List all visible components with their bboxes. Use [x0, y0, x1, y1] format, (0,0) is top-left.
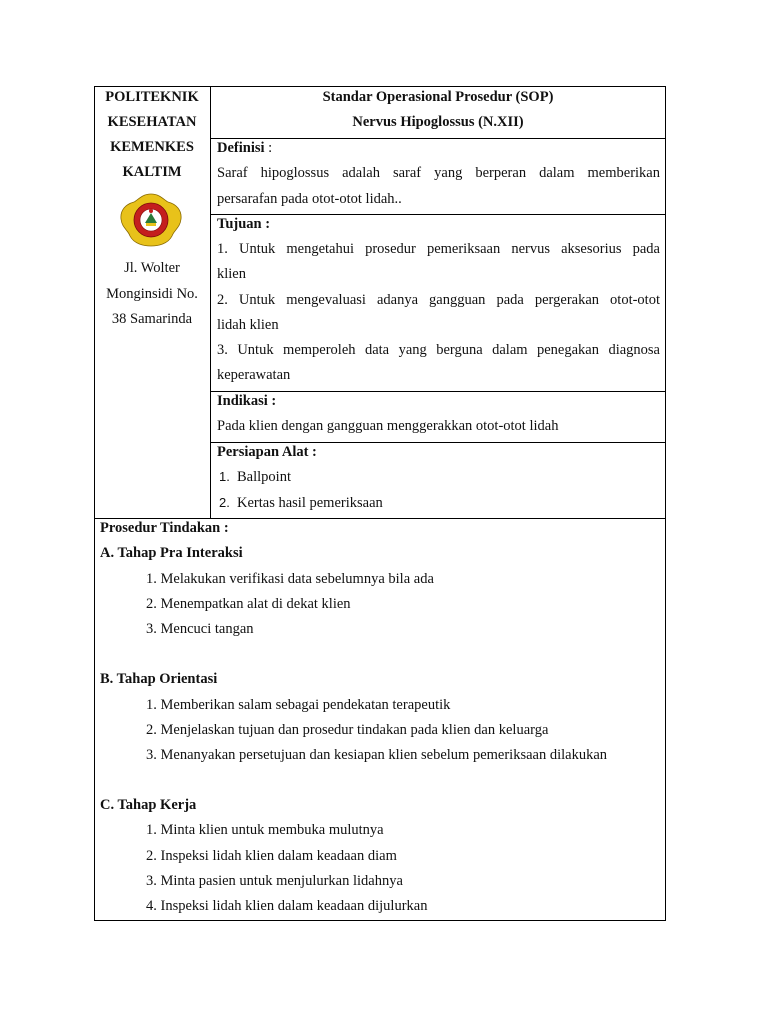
tujuan-label: Tujuan :	[217, 216, 271, 232]
doc-subtitle: Nervus Hipoglossus (N.XII)	[352, 114, 524, 130]
address-line-1: Jl. Wolter	[124, 260, 180, 276]
institution-line-3: KEMENKES	[110, 139, 194, 155]
left-column-divider	[210, 86, 211, 518]
poltekkes-logo-icon	[118, 192, 184, 248]
tujuan-line-6: keperawatan	[217, 367, 291, 383]
persiapan-item-num-1: 1.	[219, 469, 230, 484]
tujuan-line-3: 2. Untuk mengevaluasi adanya gangguan pada pergerakan otot-otot	[217, 292, 660, 308]
prosedur-label: Prosedur Tindakan :	[100, 520, 229, 536]
section-a-step-2: 2. Menempatkan alat di dekat klien	[146, 596, 351, 612]
tujuan-line-2: klien	[217, 266, 246, 282]
institution-line-4: KALTIM	[122, 164, 182, 180]
institution-line-1: POLITEKNIK	[105, 89, 199, 105]
section-b-heading: B. Tahap Orientasi	[100, 671, 218, 687]
institution-line-2: KESEHATAN	[107, 114, 197, 130]
persiapan-label: Persiapan Alat :	[217, 444, 317, 460]
address-line-2: Monginsidi No.	[106, 286, 198, 302]
indikasi-label: Indikasi :	[217, 393, 277, 409]
header-row-divider	[210, 138, 666, 139]
persiapan-item-num-2: 2.	[219, 495, 230, 510]
section-c-step-2: 2. Inspeksi lidah klien dalam keadaan diam	[146, 848, 397, 864]
section-c-step-4: 4. Inspeksi lidah klien dalam keadaan dijulurkan	[146, 898, 428, 914]
section-b-step-1: 1. Memberikan salam sebagai pendekatan terapeutik	[146, 697, 451, 713]
tujuan-line-4: lidah klien	[217, 317, 279, 333]
definisi-row-divider	[210, 214, 666, 215]
persiapan-item-2: Kertas hasil pemeriksaan	[237, 495, 383, 511]
tujuan-row-divider	[210, 391, 666, 392]
persiapan-item-1: Ballpoint	[237, 469, 291, 485]
section-c-step-1: 1. Minta klien untuk membuka mulutnya	[146, 822, 384, 838]
definisi-line-2: persarafan pada otot-otot lidah..	[217, 191, 402, 207]
indikasi-text: Pada klien dengan gangguan menggerakkan otot-otot lidah	[217, 418, 559, 434]
definisi-colon: :	[264, 140, 273, 156]
section-b-step-3: 3. Menanyakan persetujuan dan kesiapan klien sebelum pemeriksaan dilakukan	[146, 747, 608, 763]
tujuan-line-1: 1. Untuk mengetahui prosedur pemeriksaan nervus aksesorius pada	[217, 241, 660, 257]
section-c-heading: C. Tahap Kerja	[100, 797, 197, 813]
doc-title: Standar Operasional Prosedur (SOP)	[322, 89, 554, 105]
definisi-heading	[217, 139, 272, 157]
section-a-step-1: 1. Melakukan verifikasi data sebelumnya bila ada	[146, 571, 434, 587]
definisi-line-1: Saraf hipoglossus adalah saraf yang berperan dalam memberikan	[217, 165, 660, 181]
definisi-label: Definisi	[217, 140, 265, 156]
address-line-3: 38 Samarinda	[111, 311, 193, 327]
tujuan-line-5: 3. Untuk memperoleh data yang berguna dalam penegakan diagnosa	[217, 342, 660, 358]
section-b-step-2: 2. Menjelaskan tujuan dan prosedur tindakan pada klien dan keluarga	[146, 722, 549, 738]
section-c-step-3: 3. Minta pasien untuk menjulurkan lidahnya	[146, 873, 403, 889]
section-a-step-3: 3. Mencuci tangan	[146, 621, 254, 637]
section-a-heading: A. Tahap Pra Interaksi	[100, 545, 243, 561]
